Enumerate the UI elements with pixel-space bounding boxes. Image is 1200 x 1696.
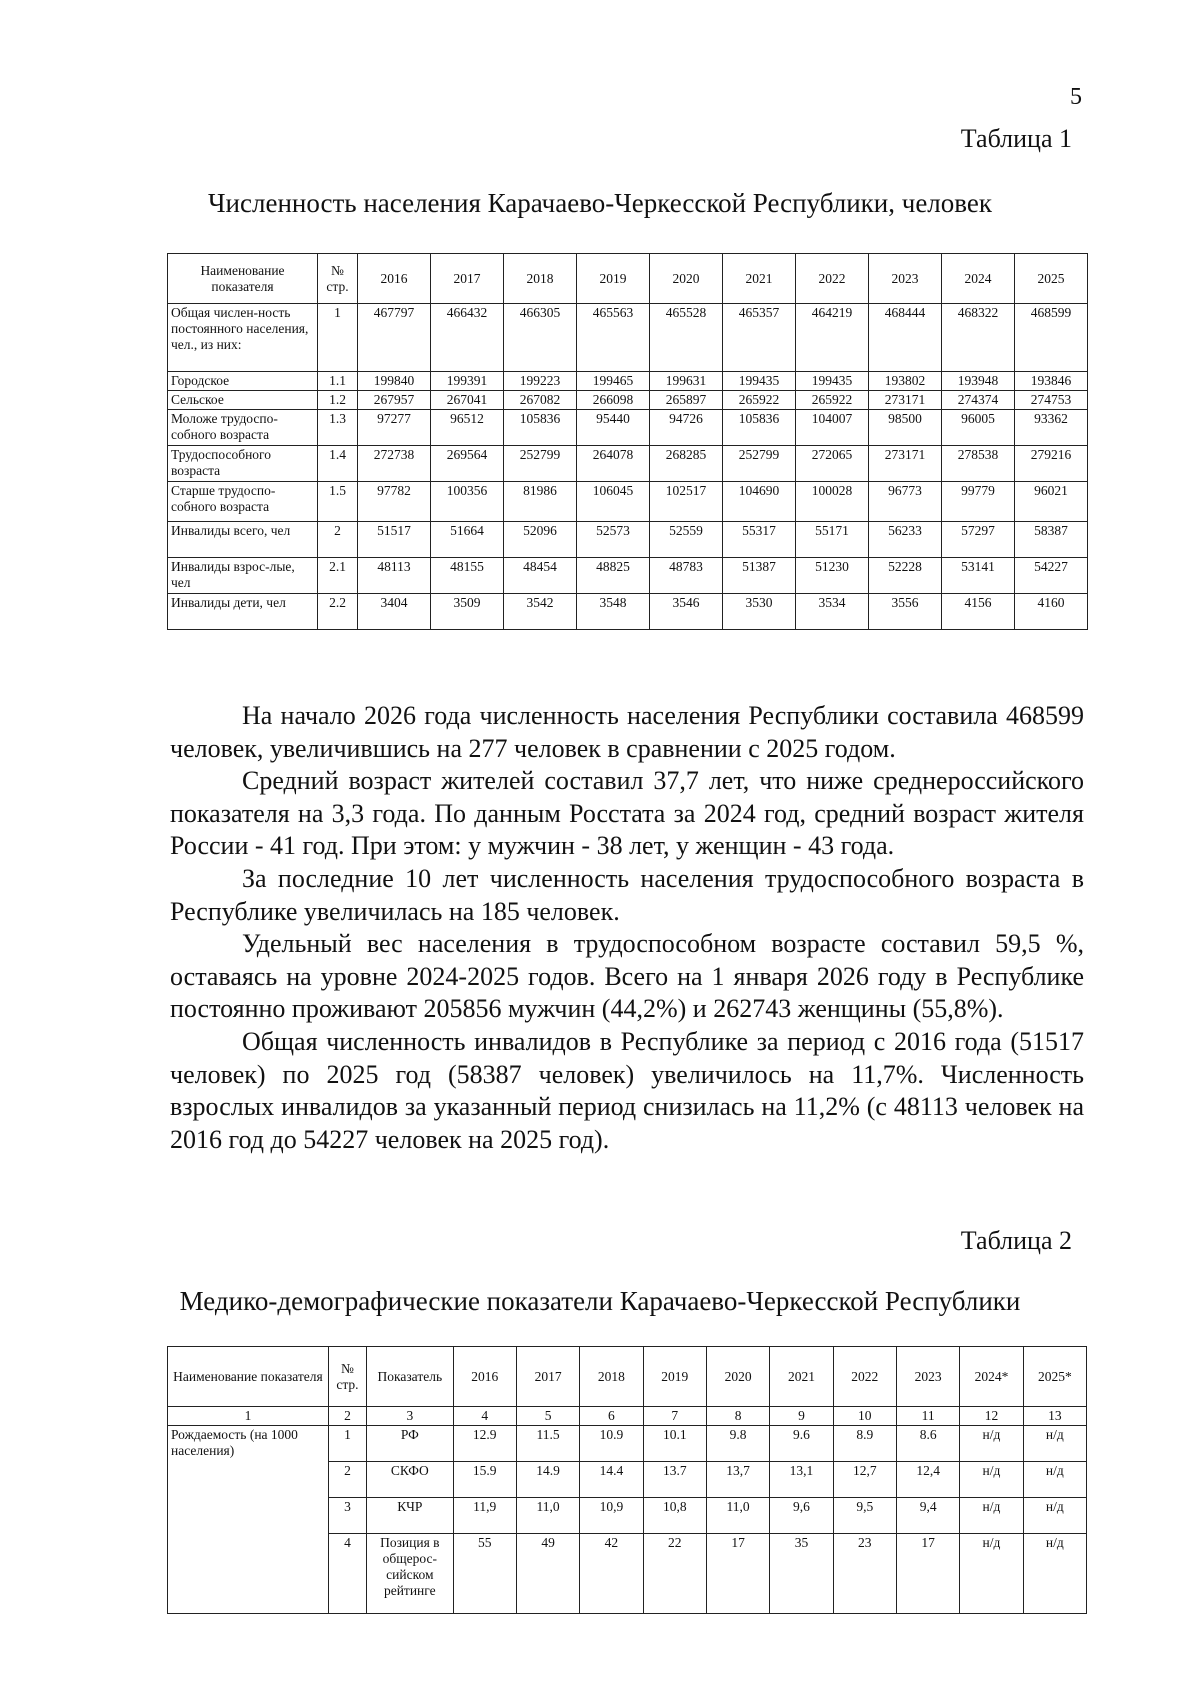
value-cell: 10.9 (580, 1426, 643, 1462)
column-number-cell: 8 (706, 1407, 769, 1426)
value-cell: 94726 (650, 410, 723, 446)
value-cell: н/д (960, 1534, 1023, 1614)
value-cell: 13.7 (643, 1462, 706, 1498)
value-cell: 51230 (796, 558, 869, 594)
row-number: 2 (328, 1462, 366, 1498)
value-cell: 12,4 (896, 1462, 959, 1498)
table-row (168, 410, 1088, 446)
row-number: 4 (328, 1534, 366, 1614)
row-label: Инвалиды взрос-лые, чел (168, 558, 318, 594)
value-cell: 252799 (504, 446, 577, 482)
value-cell: 279216 (1015, 446, 1088, 482)
value-cell: 53141 (942, 558, 1015, 594)
header-cell: 2017 (431, 254, 504, 304)
table-row (168, 594, 1088, 630)
value-cell: 10.1 (643, 1426, 706, 1462)
body-text (170, 700, 1084, 1156)
value-cell: 468322 (942, 304, 1015, 372)
value-cell: 9.8 (706, 1426, 769, 1462)
value-cell: 199435 (723, 372, 796, 391)
value-cell: 265922 (723, 391, 796, 410)
value-cell: н/д (1023, 1462, 1086, 1498)
value-cell: 272065 (796, 446, 869, 482)
value-cell: 4156 (942, 594, 1015, 630)
header-cell: 2024* (960, 1347, 1023, 1407)
header-cell: 2023 (896, 1347, 959, 1407)
value-cell: 97782 (358, 482, 431, 522)
header-cell: 2017 (516, 1347, 579, 1407)
value-cell: 274753 (1015, 391, 1088, 410)
value-cell: 15.9 (453, 1462, 516, 1498)
value-cell: 12,7 (833, 1462, 896, 1498)
value-cell: 55171 (796, 522, 869, 558)
value-cell: 8.6 (896, 1426, 959, 1462)
indicator-cell: Позиция в общерос-сийском рейтинге (367, 1534, 453, 1614)
page-number: 5 (1070, 84, 1082, 110)
row-number: 1.1 (318, 372, 358, 391)
demographic-table (167, 1346, 1087, 1614)
value-cell: 104690 (723, 482, 796, 522)
value-cell: 96021 (1015, 482, 1088, 522)
header-cell: № стр. (318, 254, 358, 304)
value-cell: 93362 (1015, 410, 1088, 446)
row-number: 2 (318, 522, 358, 558)
value-cell: 465528 (650, 304, 723, 372)
paragraph: Средний возраст жителей составил 37,7 лет, что ниже среднероссийского показателя на 3,3 года. По данным Росстата за 2024 год, средний возраст жителя России - 41 год. При этом: у мужчин - 38 лет, у женщин - 43 года. (170, 766, 1084, 861)
value-cell: 9,5 (833, 1498, 896, 1534)
value-cell: 52573 (577, 522, 650, 558)
table-row (168, 522, 1088, 558)
paragraph: За последние 10 лет численность населения трудоспособного возраста в Республике увеличилась на 185 человек. (170, 863, 1084, 926)
value-cell: 267041 (431, 391, 504, 410)
value-cell: 199223 (504, 372, 577, 391)
value-cell: 466432 (431, 304, 504, 372)
value-cell: 48113 (358, 558, 431, 594)
value-cell: 278538 (942, 446, 1015, 482)
table-header-row (168, 1347, 1087, 1407)
indicator-cell: РФ (367, 1426, 453, 1462)
header-cell: 2016 (358, 254, 431, 304)
value-cell: 51387 (723, 558, 796, 594)
value-cell: 264078 (577, 446, 650, 482)
table-row (168, 372, 1088, 391)
value-cell: 199465 (577, 372, 650, 391)
value-cell: 199435 (796, 372, 869, 391)
indicator-cell: СКФО (367, 1462, 453, 1498)
indicator-cell: КЧР (367, 1498, 453, 1534)
value-cell: 105836 (723, 410, 796, 446)
header-cell: 2020 (706, 1347, 769, 1407)
value-cell: 267957 (358, 391, 431, 410)
value-cell: 57297 (942, 522, 1015, 558)
column-number-row (168, 1407, 1087, 1426)
value-cell: 11,9 (453, 1498, 516, 1534)
header-cell: Наименование показателя (168, 1347, 329, 1407)
value-cell: 13,1 (770, 1462, 833, 1498)
row-label: Рождаемость (на 1000 населения) (168, 1426, 329, 1614)
value-cell: 273171 (869, 391, 942, 410)
row-number: 1 (318, 304, 358, 372)
header-cell: 2019 (577, 254, 650, 304)
value-cell: 23 (833, 1534, 896, 1614)
value-cell: 252799 (723, 446, 796, 482)
value-cell: 104007 (796, 410, 869, 446)
value-cell: н/д (960, 1498, 1023, 1534)
row-number: 2.2 (318, 594, 358, 630)
value-cell: 54227 (1015, 558, 1088, 594)
column-number-cell: 7 (643, 1407, 706, 1426)
table-row (168, 446, 1088, 482)
table1-label: Таблица 1 (960, 124, 1072, 153)
value-cell: 467797 (358, 304, 431, 372)
value-cell: 12.9 (453, 1426, 516, 1462)
column-number-cell: 6 (580, 1407, 643, 1426)
value-cell: 100356 (431, 482, 504, 522)
row-number: 2.1 (318, 558, 358, 594)
row-label: Городское (168, 372, 318, 391)
value-cell: 3509 (431, 594, 504, 630)
value-cell: 4160 (1015, 594, 1088, 630)
value-cell: 269564 (431, 446, 504, 482)
value-cell: 42 (580, 1534, 643, 1614)
table2-title: Медико-демографические показатели Карачаево-Черкесской Республики (179, 1286, 1021, 1316)
value-cell: 193948 (942, 372, 1015, 391)
value-cell: 48454 (504, 558, 577, 594)
table-header-row (168, 254, 1088, 304)
value-cell: 3548 (577, 594, 650, 630)
value-cell: 55317 (723, 522, 796, 558)
value-cell: 52559 (650, 522, 723, 558)
value-cell: 468599 (1015, 304, 1088, 372)
column-number-cell: 9 (770, 1407, 833, 1426)
value-cell: 17 (896, 1534, 959, 1614)
value-cell: 48783 (650, 558, 723, 594)
row-label: Инвалиды всего, чел (168, 522, 318, 558)
value-cell: 52096 (504, 522, 577, 558)
value-cell: 3546 (650, 594, 723, 630)
value-cell: 10,8 (643, 1498, 706, 1534)
value-cell: 14.4 (580, 1462, 643, 1498)
value-cell: 102517 (650, 482, 723, 522)
value-cell: 8.9 (833, 1426, 896, 1462)
header-cell: № стр. (328, 1347, 366, 1407)
header-cell: 2021 (770, 1347, 833, 1407)
value-cell: 199391 (431, 372, 504, 391)
row-number: 1.2 (318, 391, 358, 410)
row-number: 1.3 (318, 410, 358, 446)
row-label: Моложе трудоспо-собного возраста (168, 410, 318, 446)
value-cell: 193802 (869, 372, 942, 391)
header-cell: 2023 (869, 254, 942, 304)
table-row (168, 482, 1088, 522)
paragraph: На начало 2026 года численность населения Республики составила 468599 человек, увеличившись на 277 человек в сравнении с 2025 годом. (170, 701, 1084, 763)
value-cell: 267082 (504, 391, 577, 410)
value-cell: 95440 (577, 410, 650, 446)
population-table (167, 253, 1088, 630)
value-cell: 17 (706, 1534, 769, 1614)
value-cell: 48825 (577, 558, 650, 594)
value-cell: 55 (453, 1534, 516, 1614)
value-cell: 81986 (504, 482, 577, 522)
value-cell: 52228 (869, 558, 942, 594)
value-cell: 11.5 (516, 1426, 579, 1462)
value-cell: 272738 (358, 446, 431, 482)
value-cell: 58387 (1015, 522, 1088, 558)
value-cell: 9,6 (770, 1498, 833, 1534)
value-cell: 199840 (358, 372, 431, 391)
value-cell: 11,0 (516, 1498, 579, 1534)
table-row (168, 391, 1088, 410)
value-cell: 273171 (869, 446, 942, 482)
value-cell: 51664 (431, 522, 504, 558)
header-cell: 2022 (833, 1347, 896, 1407)
table-row (168, 304, 1088, 372)
value-cell: 35 (770, 1534, 833, 1614)
row-label: Старше трудоспо-собного возраста (168, 482, 318, 522)
value-cell: 199631 (650, 372, 723, 391)
column-number-cell: 4 (453, 1407, 516, 1426)
row-number: 1.4 (318, 446, 358, 482)
paragraph: Общая численность инвалидов в Республике за период с 2016 года (51517 человек) по 2025 год (58387 человек) увеличилось на 11,7%. Численность взрослых инвалидов за указанный период снизилась на 11,2% (с 48113 человек на 2016 год до 54227 человек на 2025 год). (170, 1026, 1084, 1154)
value-cell: н/д (1023, 1426, 1086, 1462)
value-cell: 3530 (723, 594, 796, 630)
value-cell: 3542 (504, 594, 577, 630)
value-cell: 99779 (942, 482, 1015, 522)
row-label: Сельское (168, 391, 318, 410)
header-cell: 2021 (723, 254, 796, 304)
column-number-cell: 3 (367, 1407, 453, 1426)
value-cell: 97277 (358, 410, 431, 446)
value-cell: 96773 (869, 482, 942, 522)
value-cell: н/д (960, 1426, 1023, 1462)
column-number-cell: 12 (960, 1407, 1023, 1426)
header-cell: 2025 (1015, 254, 1088, 304)
value-cell: 100028 (796, 482, 869, 522)
value-cell: 22 (643, 1534, 706, 1614)
header-cell: 2024 (942, 254, 1015, 304)
header-cell: 2019 (643, 1347, 706, 1407)
value-cell: 51517 (358, 522, 431, 558)
column-number-cell: 2 (328, 1407, 366, 1426)
table2-label: Таблица 2 (960, 1226, 1072, 1255)
value-cell: н/д (1023, 1534, 1086, 1614)
header-cell: 2018 (504, 254, 577, 304)
row-number: 1.5 (318, 482, 358, 522)
value-cell: 14.9 (516, 1462, 579, 1498)
column-number-cell: 1 (168, 1407, 329, 1426)
value-cell: 268285 (650, 446, 723, 482)
value-cell: 105836 (504, 410, 577, 446)
row-number: 1 (328, 1426, 366, 1462)
value-cell: 13,7 (706, 1462, 769, 1498)
value-cell: 96005 (942, 410, 1015, 446)
value-cell: 466305 (504, 304, 577, 372)
table-row (168, 558, 1088, 594)
value-cell: 9.6 (770, 1426, 833, 1462)
paragraph: Удельный вес населения в трудоспособном возрасте составил 59,5 %, оставаясь на уровне 2024-2025 годов. Всего на 1 января 2026 году в Республике постоянно проживают 205856 мужчин (44,2%) и 262743 женщины (55,8%). (170, 929, 1084, 1024)
value-cell: 265922 (796, 391, 869, 410)
value-cell: н/д (960, 1462, 1023, 1498)
header-cell: 2020 (650, 254, 723, 304)
value-cell: 49 (516, 1534, 579, 1614)
value-cell: 3556 (869, 594, 942, 630)
value-cell: 468444 (869, 304, 942, 372)
row-number: 3 (328, 1498, 366, 1534)
column-number-cell: 10 (833, 1407, 896, 1426)
column-number-cell: 13 (1023, 1407, 1086, 1426)
value-cell: 56233 (869, 522, 942, 558)
value-cell: 464219 (796, 304, 869, 372)
value-cell: 465563 (577, 304, 650, 372)
value-cell: 48155 (431, 558, 504, 594)
value-cell: 98500 (869, 410, 942, 446)
table1-title: Численность населения Карачаево-Черкесской Республики, человек (208, 188, 992, 218)
value-cell: 11,0 (706, 1498, 769, 1534)
header-cell: 2018 (580, 1347, 643, 1407)
header-cell: 2025* (1023, 1347, 1086, 1407)
value-cell: 3404 (358, 594, 431, 630)
table-row (168, 1426, 1087, 1462)
value-cell: 106045 (577, 482, 650, 522)
row-label: Инвалиды дети, чел (168, 594, 318, 630)
header-cell: Наименование показателя (168, 254, 318, 304)
row-label: Общая числен-ность постоянного населения, чел., из них: (168, 304, 318, 372)
value-cell: 265897 (650, 391, 723, 410)
row-label: Трудоспособного возраста (168, 446, 318, 482)
value-cell: 266098 (577, 391, 650, 410)
value-cell: 9,4 (896, 1498, 959, 1534)
header-cell: 2022 (796, 254, 869, 304)
value-cell: 274374 (942, 391, 1015, 410)
column-number-cell: 5 (516, 1407, 579, 1426)
value-cell: 465357 (723, 304, 796, 372)
value-cell: 193846 (1015, 372, 1088, 391)
header-cell: Показатель (367, 1347, 453, 1407)
column-number-cell: 11 (896, 1407, 959, 1426)
value-cell: 10,9 (580, 1498, 643, 1534)
value-cell: 96512 (431, 410, 504, 446)
header-cell: 2016 (453, 1347, 516, 1407)
value-cell: н/д (1023, 1498, 1086, 1534)
value-cell: 3534 (796, 594, 869, 630)
